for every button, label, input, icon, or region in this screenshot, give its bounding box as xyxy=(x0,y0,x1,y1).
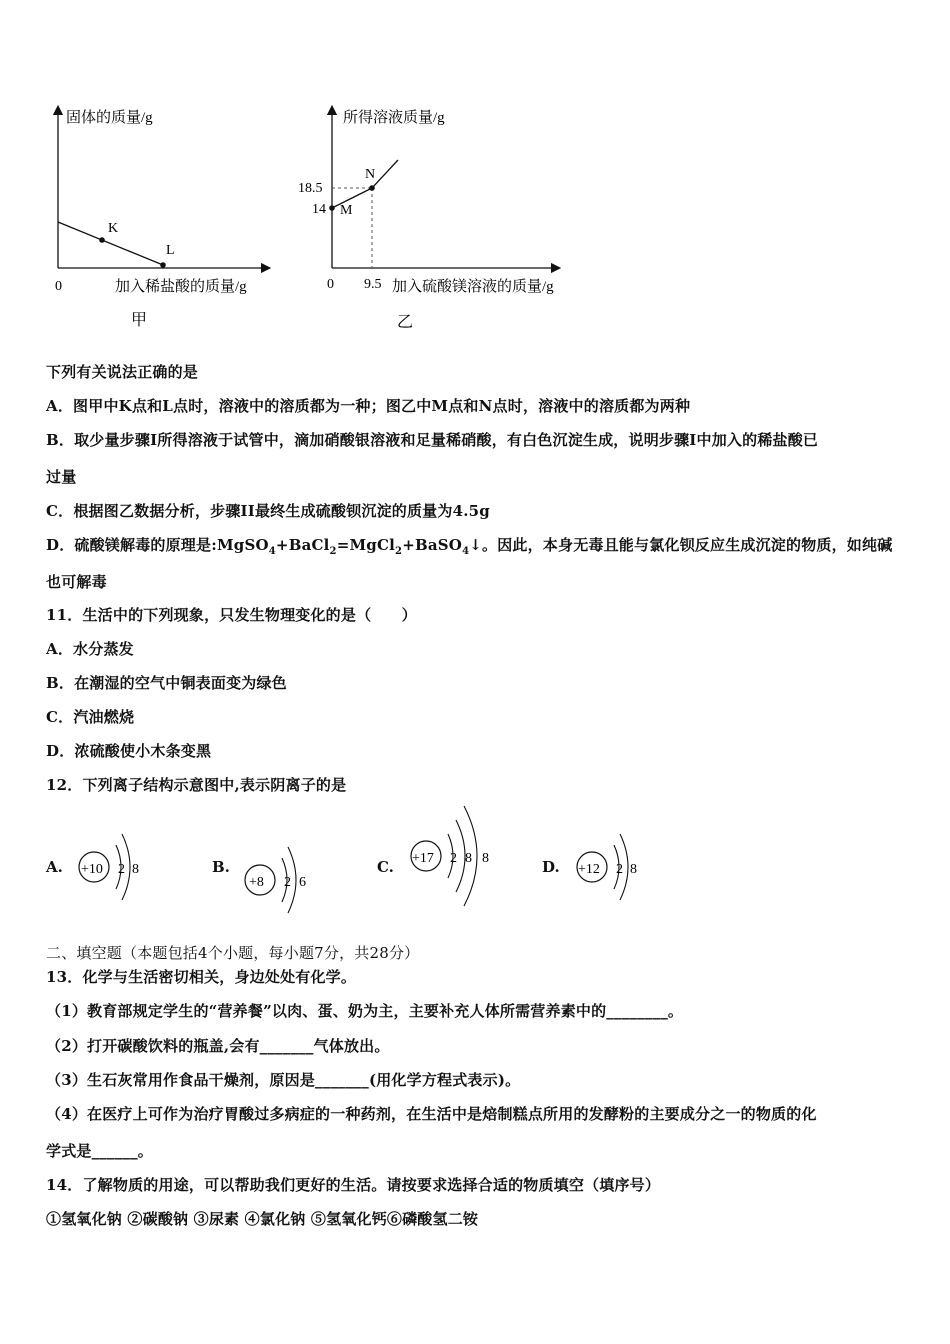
q13-stem: 13．化学与生活密切相关，身边处处有化学。 xyxy=(46,968,357,986)
graph-yi-ylabel: 所得溶液质量/g xyxy=(343,110,445,126)
section2-title: 二、填空题（本题包括4个小题，每小题7分，共28分） xyxy=(46,944,420,962)
q10-option-b-line2: 过量 xyxy=(46,468,77,486)
svg-text:6: 6 xyxy=(299,875,306,890)
q12-option-a-label: A. xyxy=(46,858,63,876)
point-n-label: N xyxy=(365,167,376,182)
q13-part4-line2: 学式是______。 xyxy=(46,1142,154,1160)
q10-option-d-line2: 也可解毒 xyxy=(46,573,107,591)
svg-text:+8: +8 xyxy=(249,875,264,890)
graph-yi xyxy=(290,100,590,340)
graph-jia-caption: 甲 xyxy=(131,312,148,329)
q12-option-d-diagram xyxy=(570,820,660,910)
graph-jia-ylabel: 固体的质量/g xyxy=(66,110,153,126)
point-l-dot xyxy=(160,262,166,268)
q12-option-d-label: D. xyxy=(542,858,560,876)
graph-jia-xlabel: 加入稀盐酸的质量/g xyxy=(115,279,247,295)
q10-option-c: C．根据图乙数据分析，步骤II最终生成硫酸钡沉淀的质量为4.5g xyxy=(46,502,490,520)
svg-text:8: 8 xyxy=(465,851,472,866)
graph-jia-origin: 0 xyxy=(55,279,62,294)
q11-option-a: A．水分蒸发 xyxy=(46,640,134,658)
q12-option-a-diagram xyxy=(72,820,162,910)
point-n-dot xyxy=(369,185,375,191)
graph-yi-xlabel: 加入硫酸镁溶液的质量/g xyxy=(392,279,554,295)
y-tick-18-5: 18.5 xyxy=(298,181,323,196)
svg-text:+10: +10 xyxy=(81,862,103,877)
svg-text:8: 8 xyxy=(482,851,489,866)
svg-text:+12: +12 xyxy=(578,862,600,877)
q10-option-d-line1: D．硫酸镁解毒的原理是:MgSO$_4$+BaCl$_2$=MgCl$_2$+BaSO$_4$↓。因此，本身无毒且能与氯化钡反应生成沉淀的物质，如纯碱 xyxy=(46,536,893,557)
y-tick-14: 14 xyxy=(312,202,326,217)
point-k-dot xyxy=(99,237,105,243)
q12-option-c-diagram xyxy=(404,800,514,916)
graph-yi-origin: 0 xyxy=(327,277,334,292)
point-m-dot xyxy=(329,205,335,211)
svg-text:2: 2 xyxy=(450,851,457,866)
svg-text:2: 2 xyxy=(118,862,125,877)
q12-stem: 12．下列离子结构示意图中,表示阴离子的是 xyxy=(46,776,347,794)
q14-stem: 14．了解物质的用途，可以帮助我们更好的生活。请按要求选择合适的物质填空（填序号） xyxy=(46,1176,661,1194)
point-l-label: L xyxy=(166,243,175,258)
graph-yi-caption: 乙 xyxy=(397,314,414,331)
svg-text:+17: +17 xyxy=(412,851,434,866)
svg-text:2: 2 xyxy=(616,862,623,877)
q13-part2: （2）打开碳酸饮料的瓶盖,会有_______气体放出。 xyxy=(46,1037,390,1055)
svg-text:8: 8 xyxy=(630,862,637,877)
q11-option-c: C．汽油燃烧 xyxy=(46,708,135,726)
segment-n-up xyxy=(372,160,398,188)
point-k-label: K xyxy=(108,221,119,236)
q14-options: ①氢氧化钠 ②碳酸钠 ③尿素 ④氯化钠 ⑤氢氧化钙⑥磷酸氢二铵 xyxy=(46,1210,479,1228)
q10-stem: 下列有关说法正确的是 xyxy=(46,363,199,381)
x-tick-9-5: 9.5 xyxy=(364,277,382,292)
point-m-label: M xyxy=(340,203,353,218)
svg-text:8: 8 xyxy=(132,862,139,877)
q10-option-a: A．图甲中K点和L点时，溶液中的溶质都为一种；图乙中M点和N点时，溶液中的溶质都为两种 xyxy=(46,397,691,415)
q13-part1: （1）教育部规定学生的“营养餐”以肉、蛋、奶为主，主要补充人体所需营养素中的________。 xyxy=(46,1002,684,1020)
q11-option-b: B．在潮湿的空气中铜表面变为绿色 xyxy=(46,674,287,692)
q12-option-b-diagram xyxy=(238,830,328,920)
q11-option-d: D．浓硫酸使小木条变黑 xyxy=(46,742,212,760)
q13-part3: （3）生石灰常用作食品干燥剂，原因是_______(用化学方程式表示)。 xyxy=(46,1071,521,1089)
q12-option-c-label: C. xyxy=(377,858,394,876)
graph-jia xyxy=(40,100,280,340)
q12-option-b-label: B. xyxy=(212,858,230,876)
q13-part4-line1: （4）在医疗上可作为治疗胃酸过多病症的一种药剂，在生活中是焙制糕点所用的发酵粉的主要成分之一的物质的化 xyxy=(46,1105,817,1123)
svg-text:2: 2 xyxy=(284,875,291,890)
q10-option-b-line1: B．取少量步骤I所得溶液于试管中，滴加硝酸银溶液和足量稀硝酸，有白色沉淀生成，说明步骤I中加入的稀盐酸已 xyxy=(46,431,819,449)
q11-stem: 11．生活中的下列现象，只发生物理变化的是（ ） xyxy=(46,606,417,624)
